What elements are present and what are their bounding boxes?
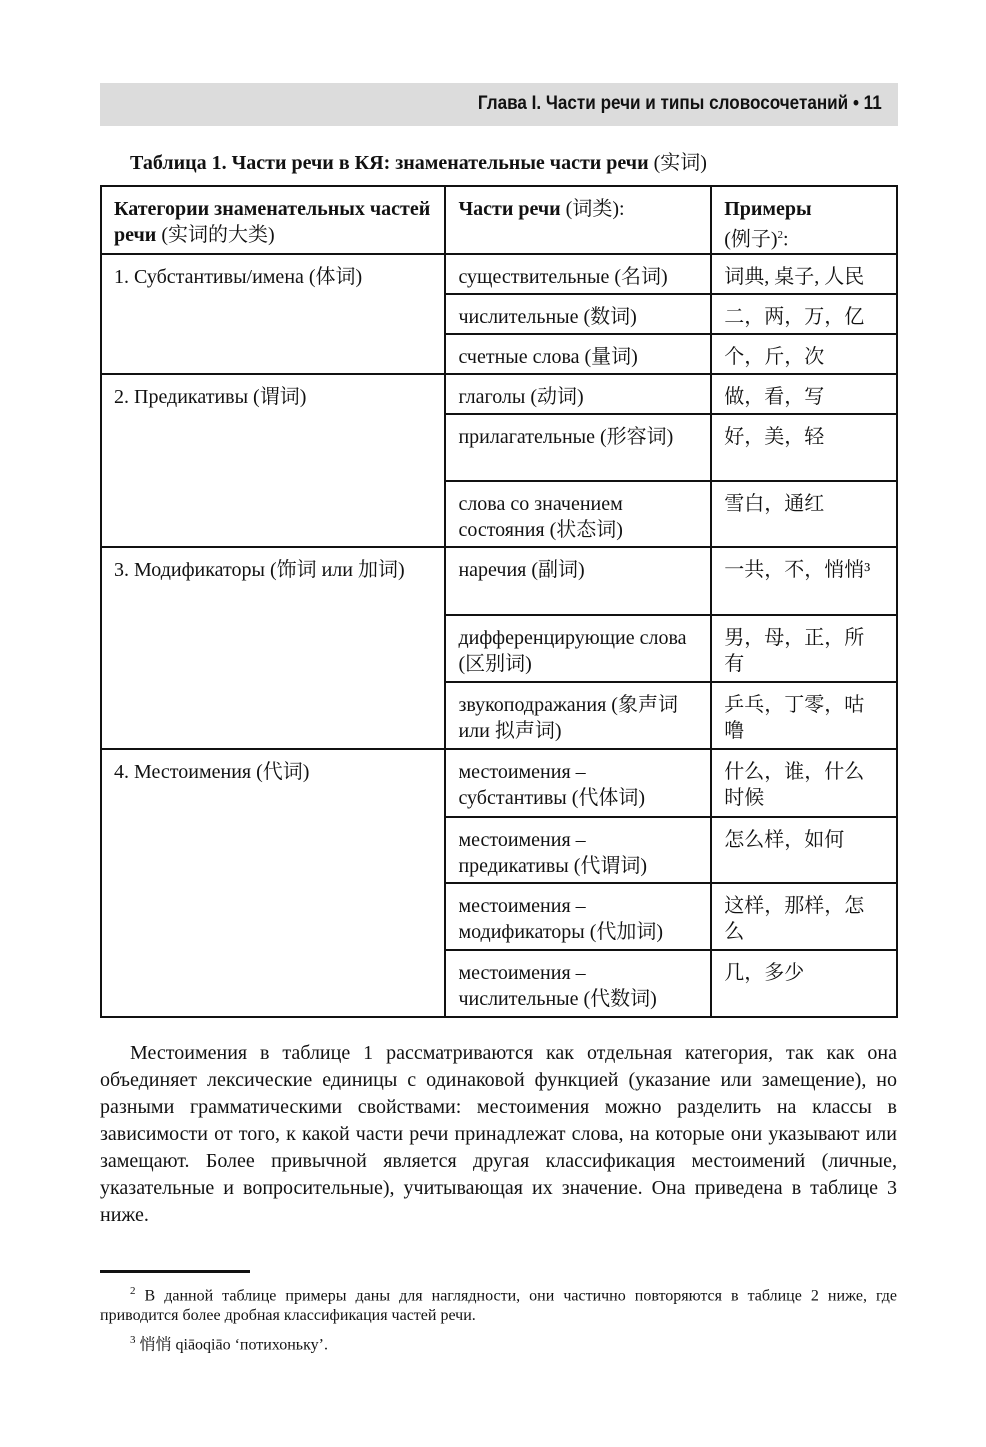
footnote-2 [100, 1281, 897, 1326]
table-row [101, 547, 897, 615]
running-title: Глава I. Части речи и типы словосочетаний • 11 [478, 93, 882, 114]
category-cell: 1. Субстантивы/имена (体词) [101, 254, 445, 374]
examples-cell: 好，美，轻 [711, 414, 897, 481]
body-paragraph: Местоимения в таблице 1 рассматриваются как отдельная категория, так как она объединяет лексические единицы с одинаковой функцией (указание или замещение), но разными грамматическими свойствами: местоимения можно разделить на классы в зависимости от того, к какой части речи принадлежат слова, на которые они указывают или замещают. Более привычной является другая классификация местоимений (личные, указательные и вопросительные), учитывающая их значение. Она приведена в таблице 3 ниже. [100, 1042, 897, 1226]
examples-cell: 词典, 桌子, 人民 [711, 254, 897, 294]
table-row [101, 374, 897, 414]
footnote-text: В данной таблице примеры даны для наглядности, они частично повторяются в таблице 2 ниже, где приводится более дробная классификация частей речи. [100, 1287, 897, 1325]
examples-cell: 一共，不，悄悄³ [711, 547, 897, 615]
examples-cell: 怎么样，如何 [711, 817, 897, 883]
examples-cell: 雪白，通红 [711, 481, 897, 547]
examples-cell: 这样，那样，怎么 [711, 883, 897, 950]
footnote-ref: 2 [777, 229, 784, 241]
header-category [101, 186, 445, 254]
part-of-speech-cell: счетные слова (量词) [445, 334, 711, 374]
h-rest: (例子) [724, 228, 778, 251]
h-tail: : [783, 228, 789, 251]
part-of-speech-cell: местоимения – числительные (代数词) [445, 950, 711, 1017]
h-rest: (实词的大类) [156, 224, 275, 246]
examples-cell: 个，斤，次 [711, 334, 897, 374]
h-bold: Части речи [458, 198, 561, 220]
table-row [101, 254, 897, 294]
part-of-speech-cell: местоимения – субстантивы (代体词) [445, 749, 711, 817]
examples-cell: 二，两，万，亿 [711, 294, 897, 334]
header-pos [445, 186, 711, 254]
h-bold: Категории знаменательных частей речи [114, 198, 431, 246]
part-of-speech-cell: местоимения – предикативы (代谓词) [445, 817, 711, 883]
footnote-divider [100, 1270, 250, 1273]
running-header [100, 83, 898, 126]
examples-cell: 男，母，正，所有 [711, 615, 897, 682]
footnote-num: 3 [130, 1334, 136, 1346]
category-cell: 4. Местоимения (代词) [101, 749, 445, 1017]
footnote-3 [100, 1330, 897, 1355]
examples-cell: 做，看，写 [711, 374, 897, 414]
footnote-text: 悄悄 qiāoqiāo ‘потихоньку’. [135, 1336, 328, 1354]
part-of-speech-cell: прилагательные (形容词) [445, 414, 711, 481]
part-of-speech-cell: слова со значением состояния (状态词) [445, 481, 711, 547]
category-cell: 2. Предикативы (谓词) [101, 374, 445, 547]
part-of-speech-cell: глаголы (动词) [445, 374, 711, 414]
caption-bold: Таблица 1. Части речи в КЯ: знаменательные части речи [130, 152, 649, 174]
footnote-num: 2 [130, 1285, 136, 1297]
h-rest: (词类): [560, 198, 625, 220]
part-of-speech-cell: существительные (名词) [445, 254, 711, 294]
parts-of-speech-table [100, 185, 898, 1018]
header-examples [711, 186, 897, 254]
table-header-row [101, 186, 897, 254]
h-bold: Примеры [724, 198, 812, 220]
table-caption [130, 146, 707, 175]
examples-cell: 几，多少 [711, 950, 897, 1017]
category-cell: 3. Модификаторы (饰词 или 加词) [101, 547, 445, 749]
part-of-speech-cell: дифференцирующие слова (区别词) [445, 615, 711, 682]
part-of-speech-cell: наречия (副词) [445, 547, 711, 615]
part-of-speech-cell: числительные (数词) [445, 294, 711, 334]
examples-cell: 乒乓，丁零，咕噜 [711, 682, 897, 749]
part-of-speech-cell: звукоподражания (象声词 или 拟声词) [445, 682, 711, 749]
part-of-speech-cell: местоимения – модификаторы (代加词) [445, 883, 711, 950]
table-row [101, 749, 897, 817]
caption-rest: (实词) [648, 152, 707, 174]
examples-cell: 什么，谁，什么时候 [711, 749, 897, 817]
